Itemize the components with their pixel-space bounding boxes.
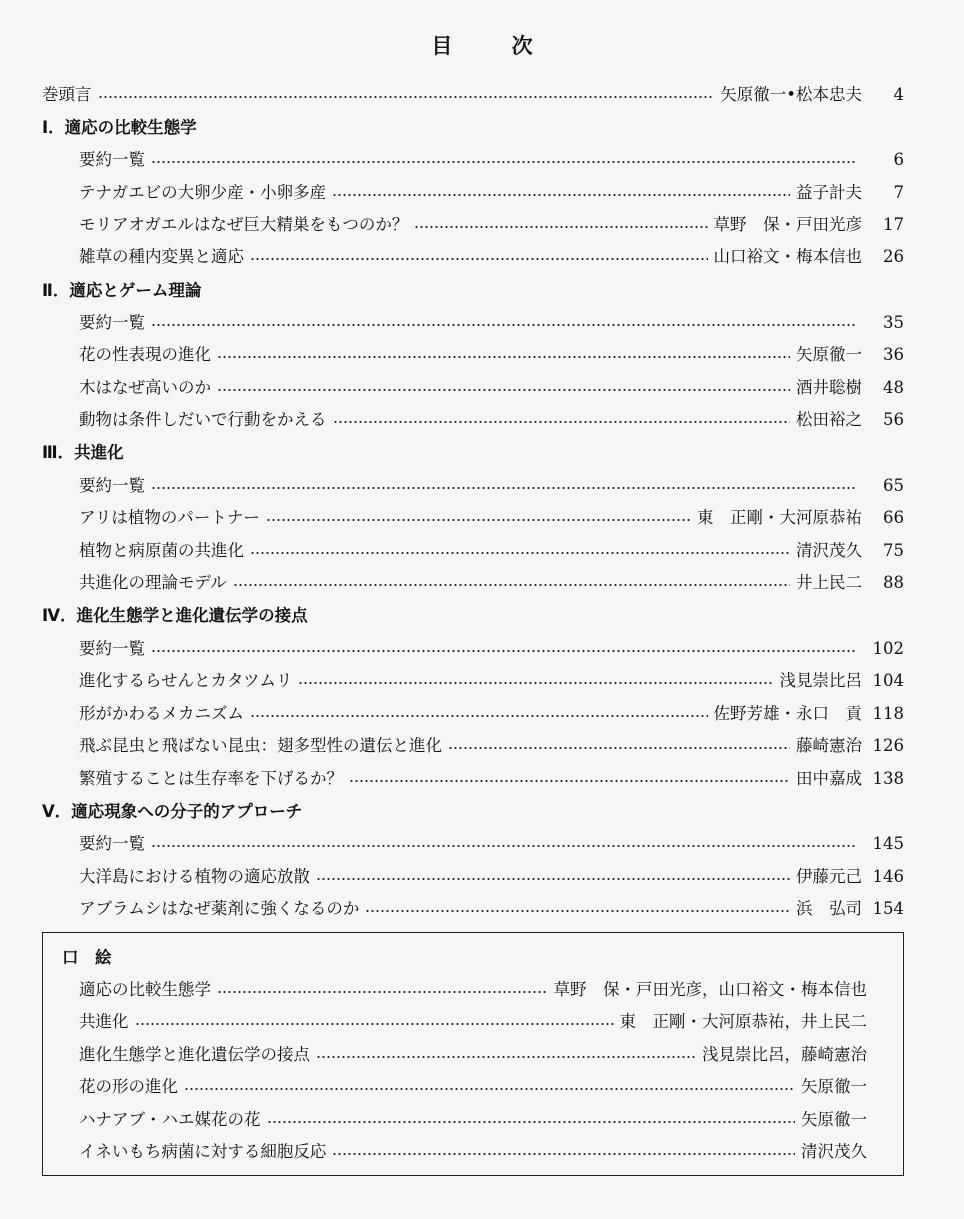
- entry-page: 65: [883, 476, 904, 495]
- entry-title: 要約一覧: [79, 150, 145, 169]
- entry-author: 東 正剛・大河原恭祐，井上民二: [619, 1012, 867, 1031]
- toc-entry: [79, 698, 904, 730]
- entry-title: 植物と病原菌の共進化: [79, 541, 244, 560]
- entry-title: テナガエビの大卵少産・小卵多産: [79, 183, 327, 202]
- leader-dots: [448, 747, 790, 749]
- entry-page: 26: [883, 247, 904, 266]
- entry-title: 形がかわるメカニズム: [79, 704, 244, 723]
- entry-page: 154: [872, 899, 904, 918]
- leader-dots: [298, 682, 773, 684]
- toc-entry: [79, 404, 904, 436]
- entry-title: 大洋島における植物の適応放散: [79, 867, 310, 886]
- entry-page: 145: [872, 834, 904, 853]
- plate-entry: [79, 1071, 867, 1103]
- entry-author: 田中嘉成: [796, 769, 862, 788]
- leader-dots: [217, 389, 790, 391]
- toc-entry: [79, 535, 904, 567]
- leader-dots: [135, 1023, 614, 1025]
- toc-entry: [79, 470, 904, 502]
- entry-author: 酒井聡樹: [796, 378, 862, 397]
- plates-heading: 口 絵: [62, 948, 112, 967]
- entry-title: 共進化の理論モデル: [79, 573, 227, 592]
- entry-author: 東 正剛・大河原恭祐: [697, 508, 862, 527]
- toc-entry: [79, 633, 904, 665]
- entry-title: 要約一覧: [79, 834, 145, 853]
- plate-entry: [79, 974, 867, 1006]
- entry-author: 益子計夫: [796, 183, 862, 202]
- entry-author: 藤崎憲治: [796, 736, 862, 755]
- leader-dots: [184, 1088, 795, 1090]
- leader-dots: [217, 356, 790, 358]
- section-heading: Ⅰ．適応の比較生態学: [42, 118, 197, 137]
- entry-title: 飛ぶ昆虫と飛ばない昆虫：翅多型性の遺伝と進化: [79, 736, 442, 755]
- toc-entry: [79, 307, 904, 339]
- entry-page: 75: [883, 541, 904, 560]
- entry-page: 7: [893, 183, 904, 202]
- leader-dots: [316, 1056, 696, 1058]
- leader-dots: [333, 421, 791, 423]
- toc-entry: [79, 144, 904, 176]
- entry-title: 共進化: [79, 1012, 129, 1031]
- entry-title: モリアオガエルはなぜ巨大精巣をもつのか？: [79, 215, 409, 234]
- entry-page: 102: [872, 639, 904, 658]
- entry-page: 6: [893, 150, 904, 169]
- entry-title: 花の形の進化: [79, 1077, 178, 1096]
- plate-entry: [79, 1104, 867, 1136]
- toc-entry: [79, 177, 904, 209]
- entry-author: 矢原徹一: [801, 1110, 867, 1129]
- toc-entry: [79, 665, 904, 697]
- leader-dots: [267, 1121, 796, 1123]
- entry-author: 草野 保・戸田光彦，山口裕文・梅本信也: [553, 980, 867, 999]
- entry-title: 動物は条件しだいで行動をかえる: [79, 410, 327, 429]
- entry-author: 草野 保・戸田光彦: [713, 215, 862, 234]
- leader-dots: [250, 258, 708, 260]
- entry-title: 適応の比較生態学: [79, 980, 211, 999]
- leader-dots: [233, 584, 790, 586]
- toc-entry: [79, 339, 904, 371]
- toc-entry: [79, 209, 904, 241]
- leader-dots: [217, 991, 548, 993]
- entry-page: 138: [872, 769, 904, 788]
- entry-title: イネいもち病菌に対する細胞反応: [79, 1142, 327, 1161]
- page-title: 目 次: [431, 34, 559, 58]
- entry-page: 104: [872, 671, 904, 690]
- entry-title: 木はなぜ高いのか: [79, 378, 211, 397]
- leader-dots: [151, 845, 856, 847]
- entry-author: 矢原徹一: [801, 1077, 867, 1096]
- leader-dots: [98, 96, 715, 98]
- entry-page: 36: [883, 345, 904, 364]
- entry-author: 松田裕之: [796, 410, 862, 429]
- leader-dots: [266, 519, 691, 521]
- leader-dots: [151, 487, 856, 489]
- entry-title: 花の性表現の進化: [79, 345, 211, 364]
- entry-page: 35: [883, 313, 904, 332]
- toc-entry: [79, 567, 904, 599]
- plate-entry: [79, 1006, 867, 1038]
- toc-entry: [79, 730, 904, 762]
- toc-entry: [79, 763, 904, 795]
- entry-author: 浅見崇比呂，藤崎憲治: [702, 1045, 867, 1064]
- toc-entry: [79, 861, 904, 893]
- toc-entry-preface: [42, 79, 904, 111]
- leader-dots: [349, 780, 790, 782]
- entry-page: 88: [883, 573, 904, 592]
- section-heading: Ⅲ．共進化: [42, 443, 124, 462]
- entry-page: 56: [883, 410, 904, 429]
- entry-author: 浅見崇比呂: [779, 671, 862, 690]
- toc-entry: [79, 502, 904, 534]
- entry-page: 118: [872, 704, 904, 723]
- entry-title: 巻頭言: [42, 85, 92, 104]
- entry-author: 矢原徹一•松本忠夫: [720, 85, 862, 104]
- entry-title: アリは植物のパートナー: [79, 508, 260, 527]
- entry-title: ハナアブ・ハエ媒花の花: [79, 1110, 261, 1129]
- entry-author: 浜 弘司: [796, 899, 862, 918]
- entry-author: 清沢茂久: [801, 1142, 867, 1161]
- section-heading: Ⅱ．適応とゲーム理論: [42, 281, 202, 300]
- leader-dots: [414, 226, 707, 228]
- entry-author: 伊藤元己: [796, 867, 862, 886]
- entry-title: 雑草の種内変異と適応: [79, 247, 244, 266]
- toc-entry: [79, 372, 904, 404]
- plate-entry: [79, 1039, 867, 1071]
- entry-title: 要約一覧: [79, 639, 145, 658]
- section-heading: Ⅴ．適応現象への分子的アプローチ: [42, 802, 303, 821]
- entry-author: 佐野芳雄・永口 貢: [713, 704, 862, 723]
- entry-title: 繁殖することは生存率を下げるか？: [79, 769, 343, 788]
- leader-dots: [151, 650, 856, 652]
- entry-title: 進化生態学と進化遺伝学の接点: [79, 1045, 310, 1064]
- leader-dots: [332, 1153, 795, 1155]
- plate-entry: [79, 1136, 867, 1168]
- leader-dots: [332, 194, 790, 196]
- entry-author: 矢原徹一: [796, 345, 862, 364]
- entry-author: 山口裕文・梅本信也: [713, 247, 862, 266]
- entry-page: 146: [872, 867, 904, 886]
- leader-dots: [365, 910, 790, 912]
- entry-page: 66: [883, 508, 904, 527]
- leader-dots: [151, 161, 856, 163]
- entry-page: 48: [883, 378, 904, 397]
- entry-title: 要約一覧: [79, 313, 145, 332]
- leader-dots: [316, 878, 790, 880]
- toc-entry: [79, 893, 904, 925]
- leader-dots: [250, 552, 790, 554]
- toc-entry: [79, 241, 904, 273]
- entry-author: 井上民二: [796, 573, 862, 592]
- entry-page: 4: [893, 85, 904, 104]
- entry-author: 清沢茂久: [796, 541, 862, 560]
- entry-title: 要約一覧: [79, 476, 145, 495]
- entry-title: 進化するらせんとカタツムリ: [79, 671, 293, 690]
- leader-dots: [151, 324, 856, 326]
- entry-title: アブラムシはなぜ薬剤に強くなるのか: [79, 899, 360, 918]
- entry-page: 126: [872, 736, 904, 755]
- section-heading: Ⅳ．進化生態学と進化遺伝学の接点: [42, 606, 308, 625]
- entry-page: 17: [883, 215, 904, 234]
- leader-dots: [250, 715, 708, 717]
- toc-entry: [79, 828, 904, 860]
